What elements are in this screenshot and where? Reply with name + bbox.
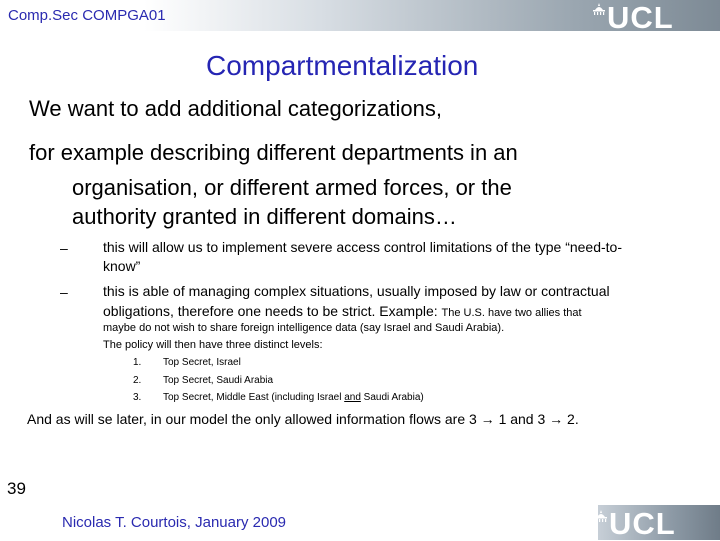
ucl-logo: UCL (609, 506, 676, 541)
level-text-underlined: and (344, 392, 361, 403)
level-text (163, 391, 424, 405)
slide-title: Compartmentalization (206, 50, 479, 81)
bullet-2-line-3: maybe do not wish to share foreign intelligence data (say Israel and Saudi Arabia). (103, 322, 505, 334)
level-text: Top Secret, Saudi Arabia (163, 375, 274, 386)
course-label: Comp.Sec COMPGA01 (8, 7, 166, 24)
ucl-dome-icon (594, 510, 608, 522)
bullet-2-line-4: The policy will then have three distinct levels: (103, 339, 323, 351)
bullet-1-line-2: know” (103, 258, 141, 274)
bullet-1-line-1: this will allow us to implement severe access control limitations of the type “need-to- (103, 239, 622, 255)
intro-line-1: We want to add additional categorizations, (29, 96, 442, 121)
bullet-dash: – (60, 284, 68, 300)
author-footer: Nicolas T. Courtois, January 2009 (62, 514, 287, 531)
bullet-2-line-2 (103, 301, 582, 321)
ucl-dome-icon (592, 3, 606, 15)
level-number: 2. (133, 375, 142, 386)
intro-line-2: for example describing different departments in an (29, 140, 518, 165)
bullet-2-line-2-small: The U.S. have two allies that (441, 307, 582, 319)
level-text-pre: Top Secret, Middle East (including Israel (163, 392, 345, 403)
level-number: 3. (133, 392, 142, 403)
page-number: 39 (7, 479, 26, 498)
bullet-dash: – (60, 240, 68, 256)
level-text: Top Secret, Israel (163, 357, 241, 368)
level-text-post: Saudi Arabia) (360, 392, 424, 403)
ucl-logo: UCL (607, 0, 674, 35)
intro-line-4: authority granted in different domains… (72, 204, 457, 229)
level-number: 1. (133, 357, 142, 368)
conclusion-text: And as will se later, in our model the only allowed information flows are 3 → 1 and 3 → 2. (27, 411, 579, 427)
bullet-2-line-1: this is able of managing complex situations, usually imposed by law or contractual (103, 283, 610, 299)
intro-line-3: organisation, or different armed forces, or the (72, 175, 512, 200)
bullet-2-line-2-main: obligations, therefore one needs to be strict. Example: (103, 303, 438, 319)
